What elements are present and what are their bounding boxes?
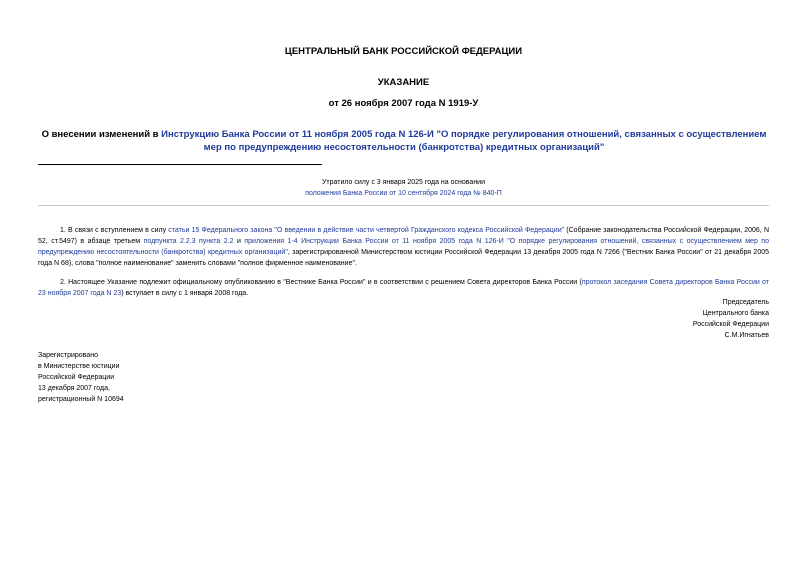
notice-divider bbox=[38, 205, 769, 206]
p1-link-article-15[interactable]: статьи 15 Федерального закона "О введении в действие части четвертой Гражданского кодекса Российской Федерации" bbox=[168, 227, 565, 234]
document-type: УКАЗАНИЕ bbox=[377, 77, 430, 88]
document-title bbox=[40, 128, 768, 154]
paragraph-2 bbox=[38, 277, 769, 299]
p1-text-3: и bbox=[233, 238, 245, 245]
expired-notice-text: Утратило силу с 3 января 2025 года на основании bbox=[321, 179, 486, 186]
title-prefix: О внесении изменений в bbox=[41, 129, 162, 140]
signature-block bbox=[693, 297, 769, 341]
registration-date: 13 декабря 2007 года, bbox=[38, 385, 110, 392]
registration-line-2: в Министерстве юстиции bbox=[38, 363, 120, 370]
registration-line-3: Российской Федерации bbox=[38, 374, 115, 381]
document-date-number: от 26 ноября 2007 года N 1919-У bbox=[328, 98, 479, 109]
p2-text-2: ) вступает в силу с 1 января 2008 года. bbox=[121, 290, 249, 297]
p1-text-2: (Собрание законодательства Российской Федерации, 2006, N 52, ст.5497) в абзаце третьем bbox=[38, 227, 769, 245]
expired-notice bbox=[0, 177, 807, 199]
p1-link-instruction[interactable]: Инструкции Банка России от 11 ноября 2005 года N 126-И "О порядке регулирования отношений, связанных с осуществлением мер по предупреждению несостоятельности (банкротства) кредитных организаций" bbox=[38, 238, 769, 256]
title-instruction-link[interactable]: Инструкцию Банка России от 11 ноября 2005 года N 126-И "О порядке регулирования отношений, связанных с осуществлением мер по предупреждению несостоятельности (банкротства) кредитных организаций" bbox=[161, 129, 767, 153]
signature-line-2: Центрального банка bbox=[702, 310, 769, 317]
p2-text-1: 2. Настоящее Указание подлежит официальному опубликованию в "Вестнике Банка России" и в соответствии с решением Совета директоров Банка России ( bbox=[60, 279, 582, 286]
signature-line-3: Российской Федерации bbox=[692, 321, 769, 328]
registration-line-1: Зарегистрировано bbox=[38, 352, 98, 359]
p2-link-protocol[interactable]: протокол заседания Совета директоров Банка России от 23 ноября 2007 года N 23 bbox=[38, 279, 769, 297]
bank-name: ЦЕНТРАЛЬНЫЙ БАНК РОССИЙСКОЙ ФЕДЕРАЦИИ bbox=[284, 46, 523, 57]
p1-text-1: 1. В связи с вступлением в силу bbox=[60, 227, 169, 234]
p1-text-5: , зарегистрированной Министерством юстиции Российской Федерации 13 декабря 2005 года N 7266 ("Вестник Банка России" от 21 декабря 2005 года N 68), слова "полное наименование" заменить словами "полное фирменное наименование". bbox=[38, 249, 769, 267]
paragraph-1 bbox=[38, 225, 769, 269]
expired-notice-link[interactable]: положения Банка России от 10 сентября 2024 года № 840-П bbox=[305, 190, 502, 197]
p1-link-subclause[interactable]: подпункта 2.2.3 пункта 2.2 bbox=[143, 238, 234, 245]
registration-block bbox=[38, 350, 124, 405]
signature-name: С.М.Игнатьев bbox=[724, 332, 769, 339]
p1-link-appendix[interactable]: приложения 1-4 bbox=[244, 238, 298, 245]
title-divider bbox=[38, 164, 322, 165]
signature-line-1: Председатель bbox=[722, 299, 769, 306]
registration-number: регистрационный N 10694 bbox=[38, 396, 124, 403]
